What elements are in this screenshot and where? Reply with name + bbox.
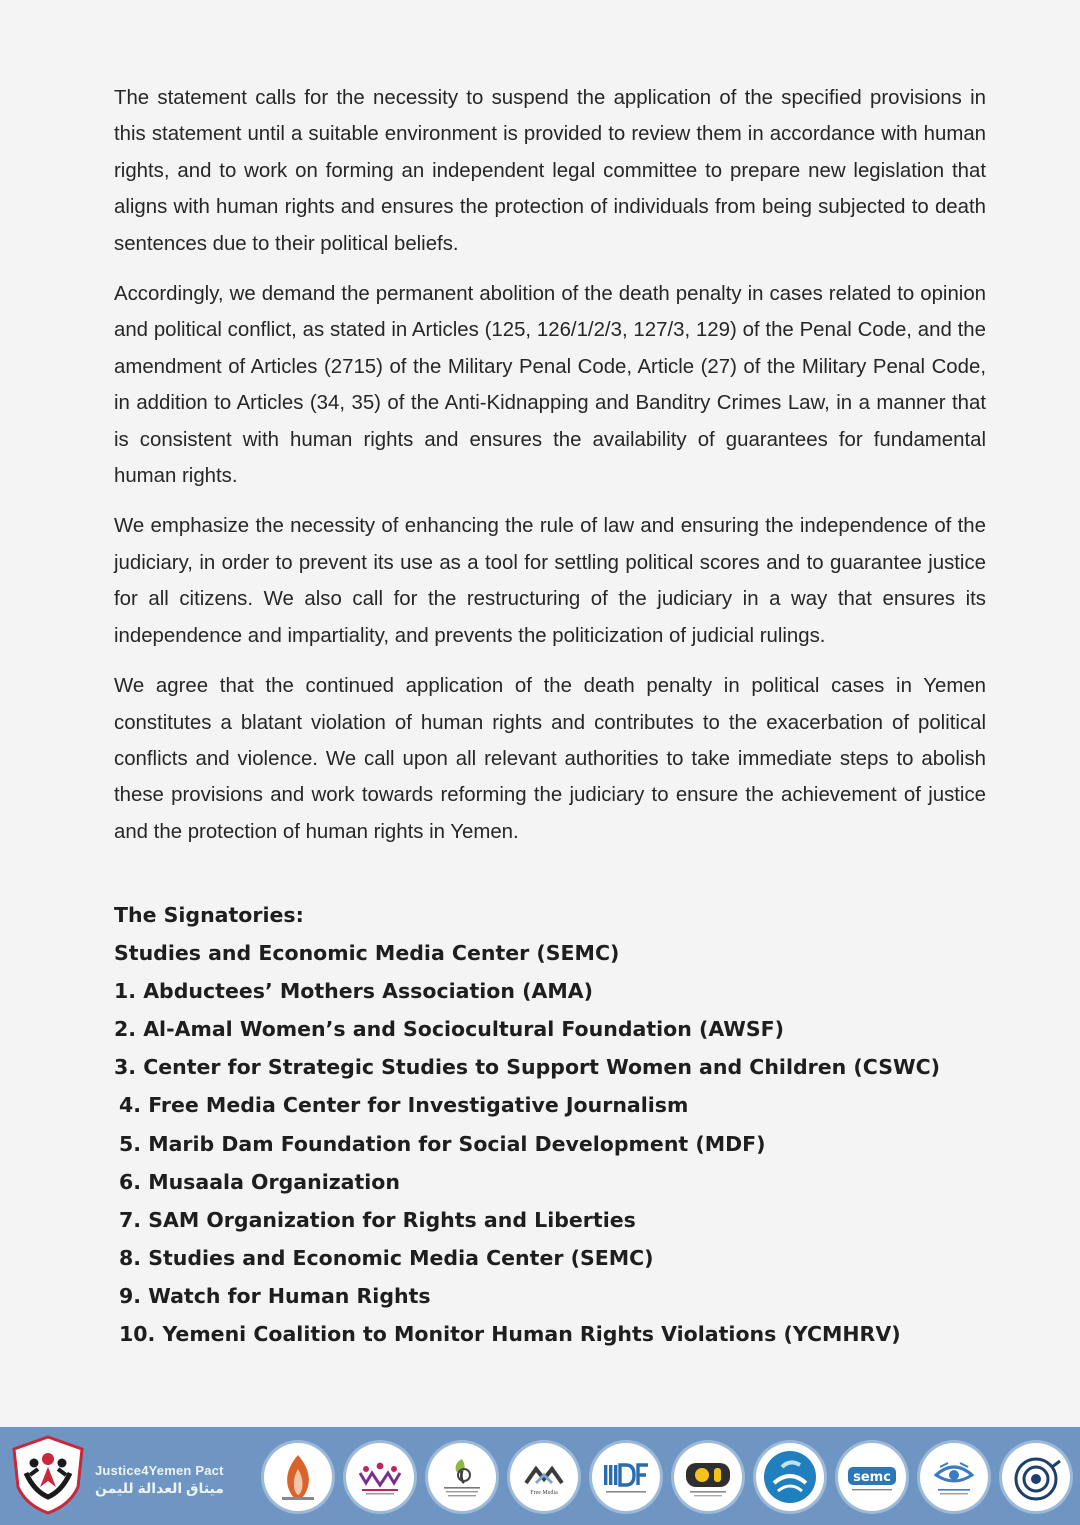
signatories-list [114,896,1014,1353]
paragraph-3: We emphasize the necessity of enhancing the rule of law and ensuring the independence of the judiciary, in order to prevent its use as a tool for settling political scores and to guarantee justice for all citizens. We also call for the restructuring of the judiciary in a way that ensures its independence and impartiality, and prevents the politicization of judicial rulings. [114,515,986,647]
pact-name-en: Justice4Yemen Pact [95,1463,224,1478]
signatory-item: 9. Watch for Human Rights [119,1283,431,1308]
signatory-item: 7. SAM Organization for Rights and Liberties [119,1207,636,1232]
signatory-item: 8. Studies and Economic Media Center (SEMC) [119,1245,654,1270]
semc-logo-icon [838,1443,906,1511]
signatories-heading: The Signatories: [114,903,304,927]
footer-logo-band [0,1427,1080,1525]
sam-logo-icon [756,1443,824,1511]
signatories-lead: Studies and Economic Media Center (SEMC) [114,941,620,966]
paragraph-1: The statement calls for the necessity to suspend the application of the specified provisions in this statement until a suitable environment is provided to review them in accordance with human rights, and to work on forming an independent legal committee to prepare new legislation that aligns with human rights and ensures the protection of individuals from being subjected to death sentences due to their political beliefs. [114,87,986,255]
signatory-item: 5. Marib Dam Foundation for Social Development (MDF) [119,1131,766,1156]
signatory-item: 2. Al-Amal Women’s and Sociocultural Foundation (AWSF) [114,1017,785,1042]
justice4yemen-shield-icon [10,1435,86,1515]
svg-text:Free Media: Free Media [530,1490,558,1496]
pact-name-block [95,1463,224,1497]
musaala-logo-icon [674,1443,742,1511]
signatory-item: 3. Center for Strategic Studies to Support Women and Children (CSWC) [114,1055,940,1080]
paragraph-2: Accordingly, we demand the permanent abolition of the death penalty in cases related to opinion and political conflict, as stated in Articles (125, 126/1/2/3, 127/3, 129) of the Penal Code, and the amendment of Articles (2715) of the Military Penal Code, Article (27) of the Military Penal Code, in addition to Articles (34, 35) of the Anti-Kidnapping and Banditry Crimes Law, in a manner that is consistent with human rights and ensures the availability of guarantees for fundamental human rights. [114,283,986,488]
paragraph-4: We agree that the continued application of the death penalty in political cases in Yemen constitutes a blatant violation of human rights and contributes to the exacerbation of political conflicts and violence. We call upon all relevant authorities to take immediate steps to abolish these provisions and work towards reforming the judiciary to ensure the achievement of justice and the protection of human rights in Yemen. [114,675,986,843]
signatory-item: 4. Free Media Center for Investigative Journalism [119,1093,689,1118]
mdf-logo-icon [592,1443,660,1511]
free-media-logo-icon [510,1443,578,1511]
ycmhrv-logo-icon [1002,1443,1070,1511]
signatory-item: 6. Musaala Organization [119,1169,400,1194]
pact-name-ar: ميثاق العدالة لليمن [95,1480,224,1496]
signatory-item: 1. Abductees’ Mothers Association (AMA) [114,979,593,1004]
awsf-logo-icon [346,1443,414,1511]
signatory-item: 10. Yemeni Coalition to Monitor Human Rights Violations (YCMHRV) [119,1322,901,1347]
svg-text:semc: semc [853,1470,891,1485]
watch-logo-icon [920,1443,988,1511]
statement-body [114,80,986,864]
ama-logo-icon [264,1443,332,1511]
cswc-logo-icon [428,1443,496,1511]
